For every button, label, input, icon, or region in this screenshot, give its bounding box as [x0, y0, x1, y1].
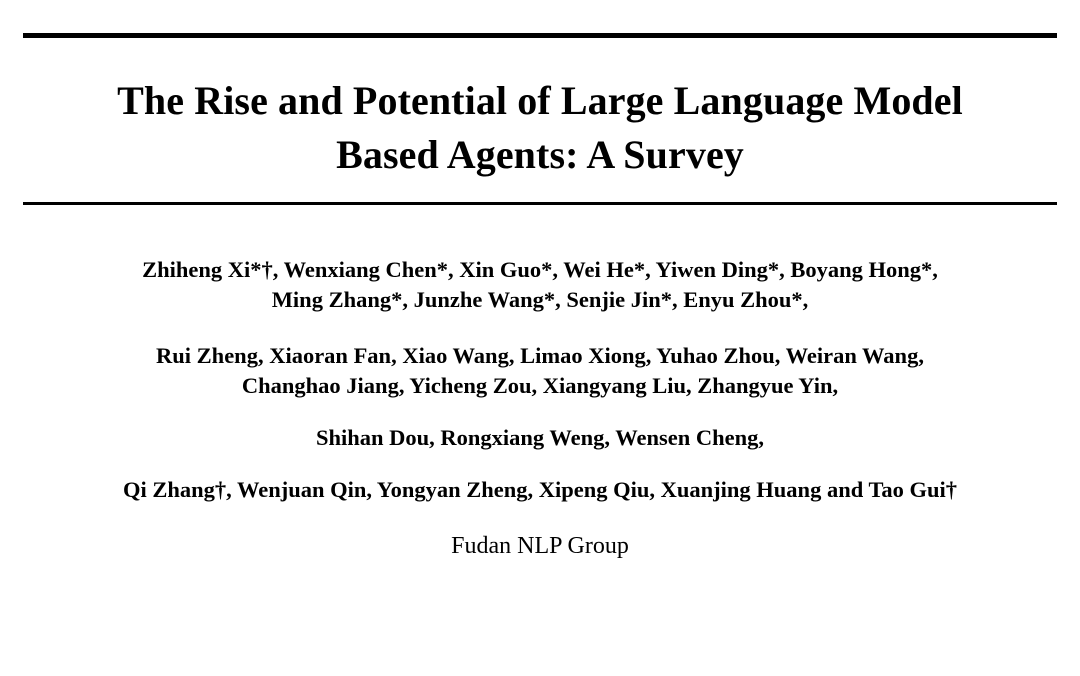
- author-line: Zhiheng Xi*†, Wenxiang Chen*, Xin Guo*, Wei He*, Yiwen Ding*, Boyang Hong*,: [142, 257, 938, 282]
- author-group-2: [22, 341, 1058, 401]
- affiliation: Fudan NLP Group: [451, 533, 629, 559]
- author-line: Qi Zhang†, Wenjuan Qin, Yongyan Zheng, Xipeng Qiu, Xuanjing Huang and Tao Gui†: [122, 477, 958, 502]
- page-title: [22, 74, 1058, 182]
- author-line: Rui Zheng, Xiaoran Fan, Xiao Wang, Limao Xiong, Yuhao Zhou, Weiran Wang,: [156, 343, 924, 368]
- author-group-3: [22, 423, 1058, 453]
- author-line: Changhao Jiang, Yicheng Zou, Xiangyang Liu, Zhangyue Yin,: [241, 373, 839, 398]
- author-group-1: [22, 255, 1058, 315]
- author-list: [22, 255, 1058, 505]
- top-divider-rule: [23, 33, 1057, 38]
- author-line: Ming Zhang*, Junzhe Wang*, Senjie Jin*, Enyu Zhou*,: [271, 287, 809, 312]
- title-line-2: Based Agents: A Survey: [336, 132, 744, 177]
- bottom-divider-rule: [23, 202, 1057, 205]
- author-group-4: [22, 475, 1058, 505]
- title-line-1: The Rise and Potential of Large Language Model: [117, 78, 963, 123]
- author-line: Shihan Dou, Rongxiang Weng, Wensen Cheng,: [315, 425, 765, 450]
- paper-title-page: [0, 33, 1080, 676]
